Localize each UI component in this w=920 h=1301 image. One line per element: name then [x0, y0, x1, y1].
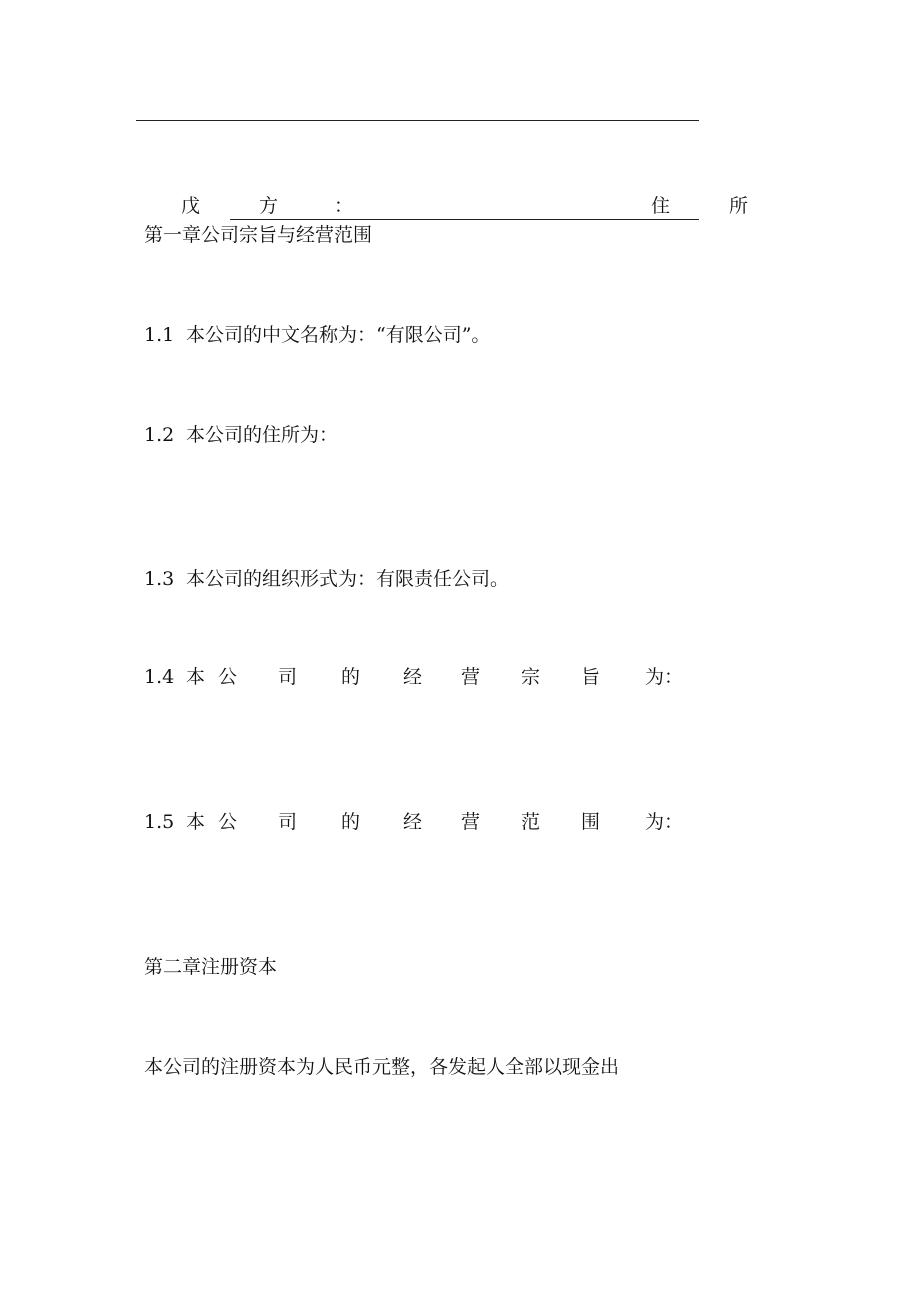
clause-number: 1.1: [144, 324, 175, 346]
clause-number: 1.4: [144, 666, 175, 688]
clause-char: 本: [186, 666, 206, 688]
clause-char: 营: [461, 666, 481, 688]
clause-char: 为：: [645, 666, 684, 688]
clause-char: 经: [403, 666, 423, 688]
clause-char: 范: [521, 811, 541, 833]
clause-number: 1.3: [144, 568, 175, 590]
clause-number: 1.5: [144, 811, 175, 833]
party-char-5: 所: [729, 195, 749, 217]
top-rule: [136, 120, 699, 121]
party-char-2: 方: [259, 195, 279, 217]
party-char-3: ：: [334, 195, 354, 217]
clause-char: 经: [403, 811, 423, 833]
clause-text: 本公司的组织形式为：有限责任公司。: [186, 568, 510, 590]
chapter2-paragraph: 本公司的注册资本为人民币元整，各发起人全部以现金出: [144, 1056, 620, 1078]
clause-char: 司: [278, 666, 298, 688]
clause-char: 旨: [581, 666, 601, 688]
clause-char: 的: [341, 666, 361, 688]
party-char-4: 住: [651, 195, 671, 217]
clause-text: 本公司的中文名称为：“有限公司”。: [186, 324, 491, 346]
clause-char: 营: [461, 811, 481, 833]
clause-text: 本公司的住所为：: [186, 424, 339, 446]
party-char-1: 戊: [181, 195, 201, 217]
clause-char: 宗: [521, 666, 541, 688]
clause-char: 本: [186, 811, 206, 833]
clause-char: 公: [218, 811, 238, 833]
clause-char: 的: [341, 811, 361, 833]
clause-number: 1.2: [144, 424, 175, 446]
clause-char: 司: [278, 811, 298, 833]
chapter1-title: 第一章公司宗旨与经营范围: [144, 224, 373, 246]
clause-char: 为：: [645, 811, 684, 833]
party-underline: [230, 219, 699, 220]
chapter2-title: 第二章注册资本: [144, 956, 278, 978]
clause-char: 围: [581, 811, 601, 833]
clause-char: 公: [218, 666, 238, 688]
